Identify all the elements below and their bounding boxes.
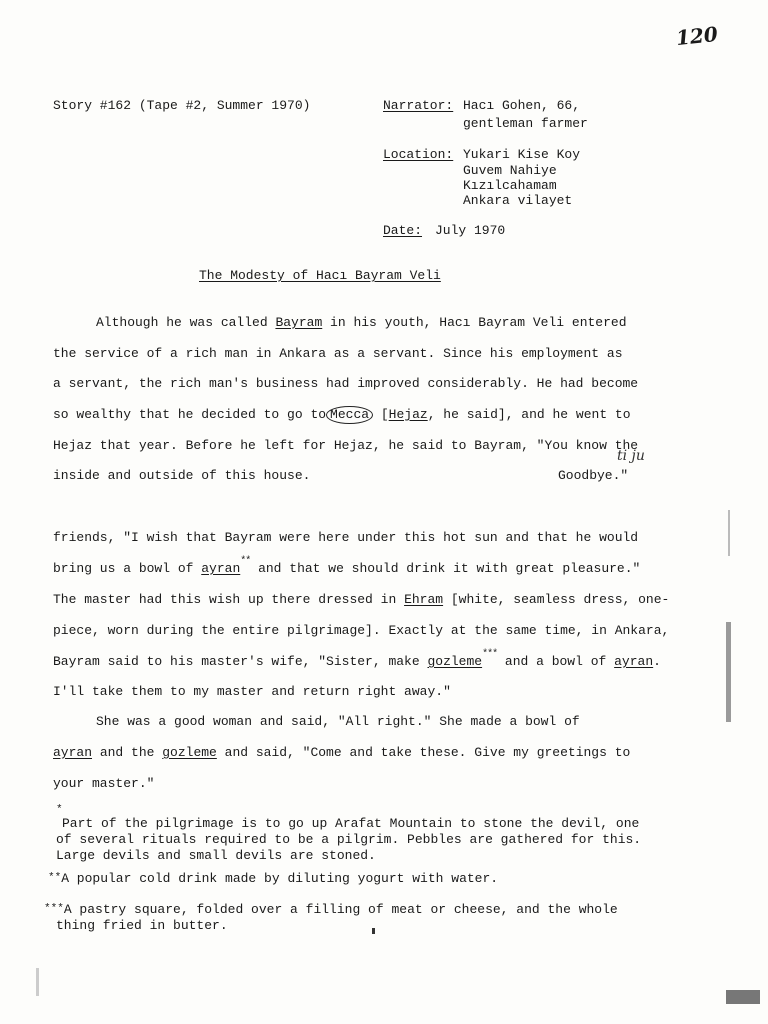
story-heading: Story #162 (Tape #2, Summer 1970): [53, 98, 311, 113]
footnote-mark: *: [56, 804, 63, 816]
narrator-label: Narrator:: [383, 98, 454, 113]
footnote-line: Part of the pilgrimage is to go up Arafat Mountain to stone the devil, one: [62, 816, 640, 831]
body-line: Bayram said to his master's wife, "Sister, make gozleme*** and a bowl of ayran.: [53, 649, 661, 669]
body-line: a servant, the rich man's business had improved considerably. He had become: [53, 376, 639, 391]
footnote: **A popular cold drink made by diluting yogurt with water.: [48, 871, 499, 886]
body-line: She was a good woman and said, "All right." She made a bowl of: [96, 714, 580, 729]
body-line: The master had this wish up there dressed in Ehram [white, seamless dress, one-: [53, 592, 670, 607]
body-line: the service of a rich man in Ankara as a servant. Since his employment as: [53, 346, 623, 361]
circled-word: Mecca: [326, 406, 373, 424]
location-line-2: Guvem Nahiye: [463, 163, 557, 178]
location-line-4: Ankara vilayet: [463, 193, 573, 208]
footnote-line: Large devils and small devils are stoned.: [56, 848, 376, 863]
footnote-ref: **: [240, 556, 251, 567]
narrator-line-1: Hacı Gohen, 66,: [463, 98, 581, 113]
body-line: piece, worn during the entire pilgrimage]. Exactly at the same time, in Ankara,: [53, 623, 670, 638]
footnote-line: of several rituals required to be a pilgrim. Pebbles are gathered for this.: [56, 832, 642, 847]
handwritten-note: ti ju: [617, 448, 645, 464]
scan-mark: [726, 622, 731, 722]
body-line: so wealthy that he decided to go to Mecca [Hejaz, he said], and he went to: [53, 407, 631, 422]
body-line: friends, "I wish that Bayram were here under this hot sun and that he would: [53, 530, 639, 545]
scan-mark: [726, 990, 760, 1004]
scan-mark: [372, 928, 375, 934]
scan-mark: [36, 968, 39, 996]
location-line-1: Yukari Kise Koy: [463, 147, 581, 162]
scan-mark: [728, 510, 730, 556]
location-label: Location:: [383, 147, 454, 162]
footnote-line: thing fried in butter.: [56, 918, 228, 933]
location-line-3: Kızılcahamam: [463, 178, 557, 193]
body-line: inside and outside of this house.: [53, 468, 311, 483]
narrator-line-2: gentleman farmer: [463, 116, 588, 131]
body-line: ayran and the gozleme and said, "Come and take these. Give my greetings to: [53, 745, 631, 760]
body-line: bring us a bowl of ayran** and that we should drink it with great pleasure.": [53, 556, 641, 576]
body-line: your master.": [53, 776, 155, 791]
footnote: ***A pastry square, folded over a filling of meat or cheese, and the whole: [44, 902, 618, 917]
body-line: Although he was called Bayram in his youth, Hacı Bayram Veli entered: [96, 315, 627, 330]
date-value: July 1970: [435, 223, 506, 238]
page-number: 120: [674, 21, 719, 51]
date-label: Date:: [383, 223, 423, 238]
body-line: Hejaz that year. Before he left for Hejaz, he said to Bayram, "You know the: [53, 438, 639, 453]
body-line: Goodbye.": [558, 468, 629, 483]
body-line: I'll take them to my master and return right away.": [53, 684, 451, 699]
story-title: The Modesty of Hacı Bayram Veli: [199, 268, 441, 283]
footnote-ref: ***: [482, 649, 498, 660]
